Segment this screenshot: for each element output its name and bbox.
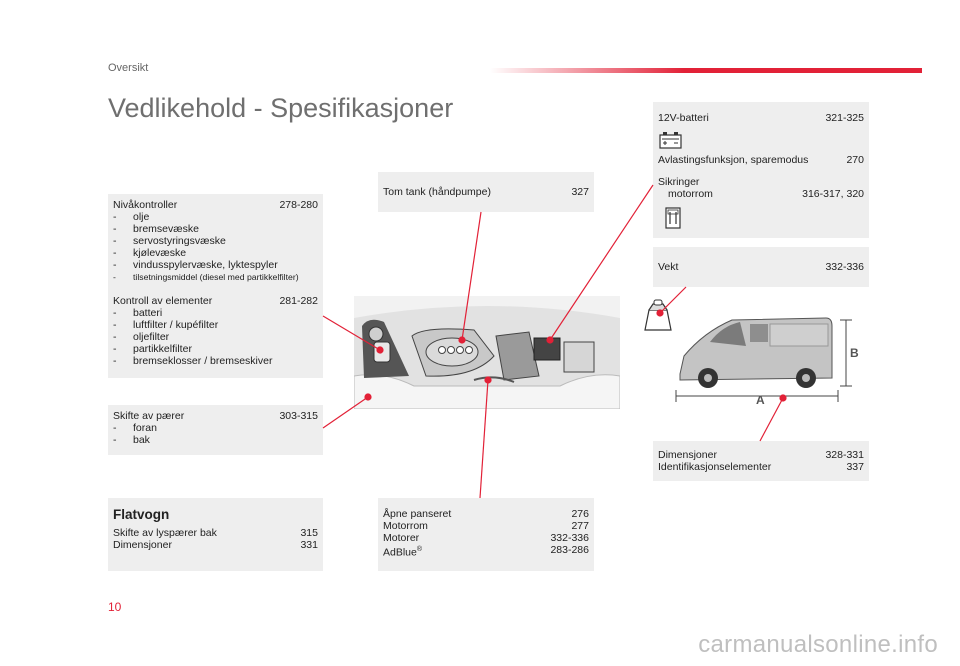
watermark: carmanualsonline.info <box>698 631 938 658</box>
fuses-pages: 316-317, 320 <box>802 188 864 200</box>
hood-row-label: Motorrom <box>383 520 428 532</box>
adblue-label: AdBlue <box>383 546 417 559</box>
list-item: - oljefilter <box>113 331 318 343</box>
registered-mark: ® <box>416 546 423 553</box>
flatbed-heading: Flatvogn <box>113 507 170 522</box>
flatbed-row-pages: 331 <box>300 539 318 551</box>
dimensions-label: Dimensjoner <box>658 449 717 461</box>
list-item: - kjølevæske <box>113 247 318 259</box>
label-b: B <box>850 346 859 360</box>
weight-pages: 332-336 <box>825 261 864 273</box>
section-header: Oversikt <box>108 62 149 74</box>
flatbed-row-pages: 315 <box>300 527 318 539</box>
list-item: - olje <box>113 211 318 223</box>
list-item: - bak <box>113 434 318 446</box>
hood-row-pages: 332-336 <box>550 532 589 544</box>
list-item: - foran <box>113 422 318 434</box>
hood-row-pages: 276 <box>571 508 589 520</box>
list-item: - partikkelfilter <box>113 343 318 355</box>
page-title: Vedlikehold - Spesifikasjoner <box>108 93 454 123</box>
dimensions-pages: 328-331 <box>825 449 864 461</box>
levels-pages: 278-280 <box>279 199 318 211</box>
weight-label: Vekt <box>658 261 679 273</box>
fuses-label: Sikringer <box>658 176 700 188</box>
list-item: - bremsevæske <box>113 223 318 235</box>
small-item: tilsetningsmiddel (diesel med partikkelfilter) <box>133 272 299 282</box>
battery-label: 12V-batteri <box>658 112 709 124</box>
fuses-sub: motorrom <box>668 188 713 200</box>
flatbed-row-label: Dimensjoner <box>113 539 172 551</box>
hood-row-label: Åpne panseret <box>383 508 452 520</box>
list-item: - servostyringsvæske <box>113 235 318 247</box>
tank-pages: 327 <box>571 186 589 198</box>
bulbs-pages: 303-315 <box>279 410 318 422</box>
flatbed-row-label: Skifte av lyspærer bak <box>113 527 217 539</box>
list-item: - batteri <box>113 307 318 319</box>
battery-pages: 321-325 <box>825 112 864 124</box>
page-number: 10 <box>108 600 122 614</box>
checks-pages: 281-282 <box>279 295 318 307</box>
tank-label: Tom tank (håndpumpe) <box>383 186 491 198</box>
list-item: - bremseklosser / bremseskiver <box>113 355 318 367</box>
hood-row-label: Motorer <box>383 532 420 544</box>
bulbs-title: Skifte av pærer <box>113 410 185 422</box>
hood-row-pages: 283-286 <box>550 544 589 556</box>
hood-row-pages: 277 <box>571 520 589 532</box>
relief-pages: 270 <box>846 154 864 166</box>
list-item: - luftfilter / kupéfilter <box>113 319 318 331</box>
ident-label: Identifikasjonselementer <box>658 461 772 473</box>
list-item: - vindusspylervæske, lyktespyler <box>113 259 318 271</box>
label-a: A <box>756 393 765 407</box>
levels-title: Nivåkontroller <box>113 199 178 211</box>
ident-pages: 337 <box>846 461 864 473</box>
relief-label: Avlastingsfunksjon, sparemodus <box>658 154 809 166</box>
checks-title: Kontroll av elementer <box>113 295 213 307</box>
